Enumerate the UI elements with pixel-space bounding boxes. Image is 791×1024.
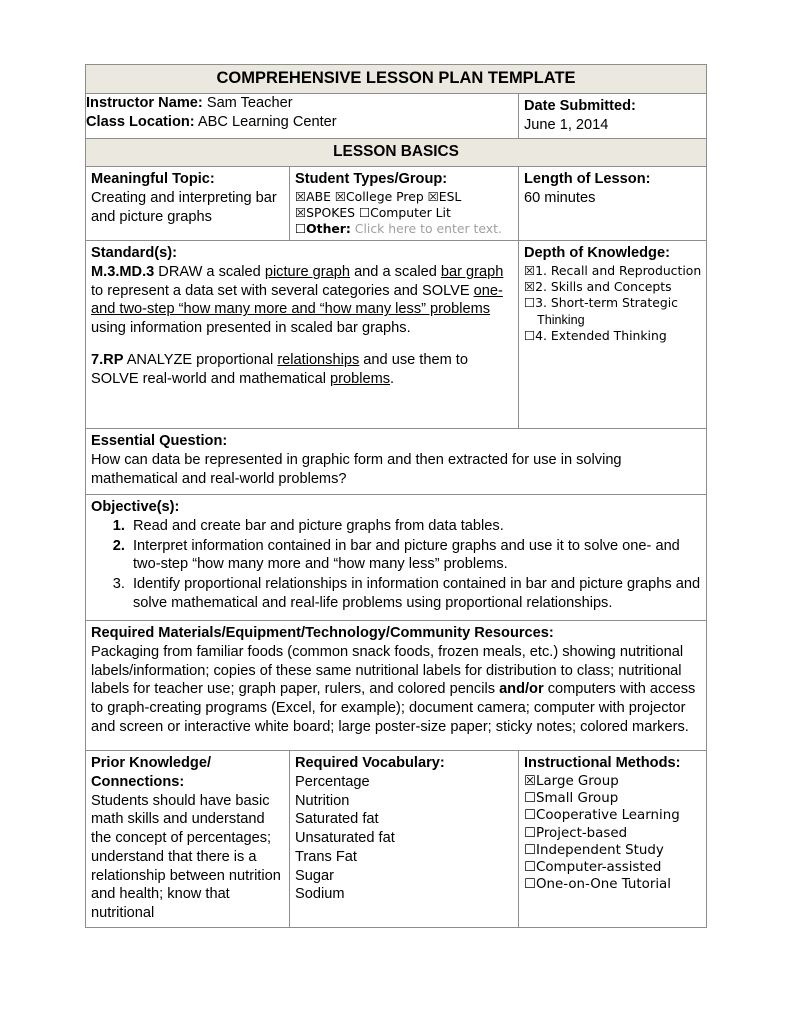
- instructional-method-item-6[interactable]: ☐Computer-assisted: [524, 859, 662, 875]
- table-row-bottom: [86, 751, 707, 927]
- prior-knowledge-label-line-1: Prior Knowledge/: [91, 755, 212, 772]
- dok-item-4[interactable]: ☐4. Extended Thinking: [524, 328, 667, 344]
- length-of-lesson-value[interactable]: 60 minutes: [524, 189, 596, 206]
- class-location-cell: [86, 113, 518, 132]
- student-types-label: Student Types/Group:: [295, 171, 448, 188]
- instructional-method-item-3[interactable]: ☐Cooperative Learning: [524, 808, 680, 824]
- standard-1-underline-2: bar graph: [440, 264, 504, 281]
- objectives-cell: [86, 495, 707, 621]
- standard-2-underline-2: problems: [330, 370, 391, 387]
- standards-cell: [86, 241, 519, 429]
- dok-item-3[interactable]: ☐3. Short-term Strategic: [524, 295, 678, 311]
- vocabulary-item-4: Unsaturated fat: [295, 830, 395, 847]
- table-row-instructor: [86, 94, 707, 139]
- table-row-materials: [86, 621, 707, 751]
- table-row-title: [86, 65, 707, 94]
- student-types-cell: [290, 167, 519, 241]
- depth-of-knowledge-label: Depth of Knowledge:: [524, 245, 670, 262]
- vocabulary-item-3: Saturated fat: [295, 811, 379, 828]
- standard-1-underline-1: picture graph: [264, 264, 351, 281]
- standards-label: Standard(s):: [91, 245, 177, 262]
- standard-1-text-4: using information presented in scaled bar graphs.: [91, 320, 411, 337]
- instructor-block: [86, 94, 519, 139]
- instructional-method-item-4[interactable]: ☐Project-based: [524, 825, 628, 841]
- meaningful-topic-cell: [86, 167, 290, 241]
- section-heading-lesson-basics: LESSON BASICS: [86, 139, 707, 167]
- materials-text-bold: and/or: [499, 681, 544, 698]
- standard-1-text-2: and a scaled: [350, 264, 441, 281]
- date-submitted-cell: [519, 94, 707, 139]
- table-row-objectives: [86, 495, 707, 621]
- class-location-row: [86, 113, 518, 132]
- instructor-name-row: [86, 94, 518, 113]
- required-vocabulary-label: Required Vocabulary:: [295, 755, 445, 772]
- standard-2-code: 7.RP: [91, 351, 124, 368]
- table-row-standards: [86, 241, 707, 429]
- instructor-name-label: Instructor Name:: [86, 95, 203, 112]
- essential-question-value[interactable]: How can data be represented in graphic form and then extracted for use in solving mathematical and real-world problems?: [91, 452, 622, 487]
- standards-spacer: [91, 338, 513, 351]
- standard-2-text-1: ANALYZE proportional: [123, 351, 278, 368]
- instructor-nested-table: [86, 94, 518, 131]
- instructional-methods-label: Instructional Methods:: [524, 755, 681, 772]
- essential-question-cell: [86, 429, 707, 495]
- standard-1-text-3: to represent a data set with several categories and SOLVE: [91, 282, 474, 299]
- instructional-method-item-7[interactable]: ☐One-on-One Tutorial: [524, 877, 671, 893]
- vocabulary-item-7: Sodium: [295, 886, 345, 903]
- vocabulary-item-5: Trans Fat: [295, 848, 357, 865]
- required-materials-value[interactable]: [91, 643, 701, 736]
- materials-text-part-2: computers with access to graph-creating programs (Excel, for example); document camera; computer with projector and screen or interactive white board; large poster-size paper; sticky notes; colored markers.: [91, 681, 696, 735]
- page-title: COMPREHENSIVE LESSON PLAN TEMPLATE: [86, 65, 707, 94]
- objective-item-2[interactable]: 2. Interpret information contained in bar and picture graphs and use it to solve one- and two-step “how many more and “how many less” problems.: [129, 537, 701, 574]
- depth-of-knowledge-cell: [519, 241, 707, 429]
- date-submitted-label: Date Submitted:: [524, 98, 636, 115]
- lesson-plan-table: [85, 64, 707, 928]
- objectives-label: Objective(s):: [91, 499, 180, 516]
- student-types-other-label[interactable]: ☐Other:: [295, 220, 351, 236]
- date-submitted-value[interactable]: June 1, 2014: [524, 116, 609, 133]
- objectives-list: [111, 517, 701, 612]
- standard-2-underline-1: relationships: [277, 351, 360, 368]
- instructor-name-cell: [86, 94, 518, 113]
- student-types-checkbox-row-2[interactable]: ☒SPOKES ☐Computer Lit: [295, 204, 451, 220]
- objective-item-1[interactable]: 1. Read and create bar and picture graphs from data tables.: [129, 517, 701, 536]
- prior-knowledge-cell: [86, 751, 290, 927]
- length-of-lesson-cell: [519, 167, 707, 241]
- class-location-value[interactable]: ABC Learning Center: [194, 113, 337, 130]
- standard-2-text-3: .: [390, 370, 395, 387]
- required-materials-label: Required Materials/Equipment/Technology/Community Resources:: [91, 625, 554, 642]
- student-types-other-placeholder[interactable]: Click here to enter text.: [350, 220, 502, 236]
- objective-item-3[interactable]: 3. Identify proportional relationships in information contained in bar and picture graphs and solve mathematical and real-life problems using proportional relationships.: [129, 575, 701, 612]
- standard-item-1[interactable]: [91, 263, 513, 338]
- student-types-checkbox-row-1[interactable]: ☒ABE ☒College Prep ☒ESL: [295, 188, 462, 204]
- vocabulary-item-2: Nutrition: [295, 792, 350, 809]
- instructional-methods-cell: [519, 751, 707, 927]
- standard-1-underline-3: one- and two-step “how many more and “how many less” problems: [91, 282, 503, 318]
- instructional-method-item-1[interactable]: ☒Large Group: [524, 774, 619, 790]
- student-types-other-row[interactable]: [295, 221, 513, 237]
- table-row-basics: [86, 167, 707, 241]
- essential-question-label: Essential Question:: [91, 433, 228, 450]
- dok-item-1[interactable]: ☒1. Recall and Reproduction: [524, 263, 702, 279]
- length-of-lesson-label: Length of Lesson:: [524, 171, 651, 188]
- standard-2-text-2: and use them to SOLVE real-world and mathematical: [91, 351, 468, 387]
- vocabulary-item-1: Percentage: [295, 774, 370, 791]
- table-row-essential-question: [86, 429, 707, 495]
- instructional-method-item-2[interactable]: ☐Small Group: [524, 791, 619, 807]
- table-row-lesson-basics-banner: [86, 139, 707, 167]
- meaningful-topic-value[interactable]: Creating and interpreting bar and picture graphs: [91, 189, 277, 225]
- required-vocabulary-cell: [290, 751, 519, 927]
- materials-text-part-1: Packaging from familiar foods (common snack foods, frozen meals, etc.) showing nutritional labels/information; copies of these same nutritional labels for distribution to class; nutritional labels for teacher use; graph paper, rulers, and colored pencils: [91, 644, 684, 698]
- class-location-label: Class Location:: [86, 113, 195, 130]
- prior-knowledge-value[interactable]: Students should have basic math skills and understand the concept of percentages; understand that there is a relationship between nutrition and health; know that nutritional: [91, 792, 281, 921]
- vocabulary-item-6: Sugar: [295, 867, 334, 884]
- dok-item-3-continuation: Thinking: [537, 312, 585, 327]
- prior-knowledge-label-line-2: Connections:: [91, 774, 185, 791]
- standard-1-code: M.3.MD.3: [91, 264, 155, 281]
- instructional-method-item-5[interactable]: ☐Independent Study: [524, 842, 664, 858]
- required-materials-cell: [86, 621, 707, 751]
- meaningful-topic-label: Meaningful Topic:: [91, 171, 215, 188]
- dok-item-2[interactable]: ☒2. Skills and Concepts: [524, 279, 672, 295]
- standard-item-2[interactable]: [91, 351, 513, 388]
- instructor-name-value[interactable]: Sam Teacher: [202, 95, 293, 112]
- standard-1-text-1: DRAW a scaled: [154, 264, 265, 281]
